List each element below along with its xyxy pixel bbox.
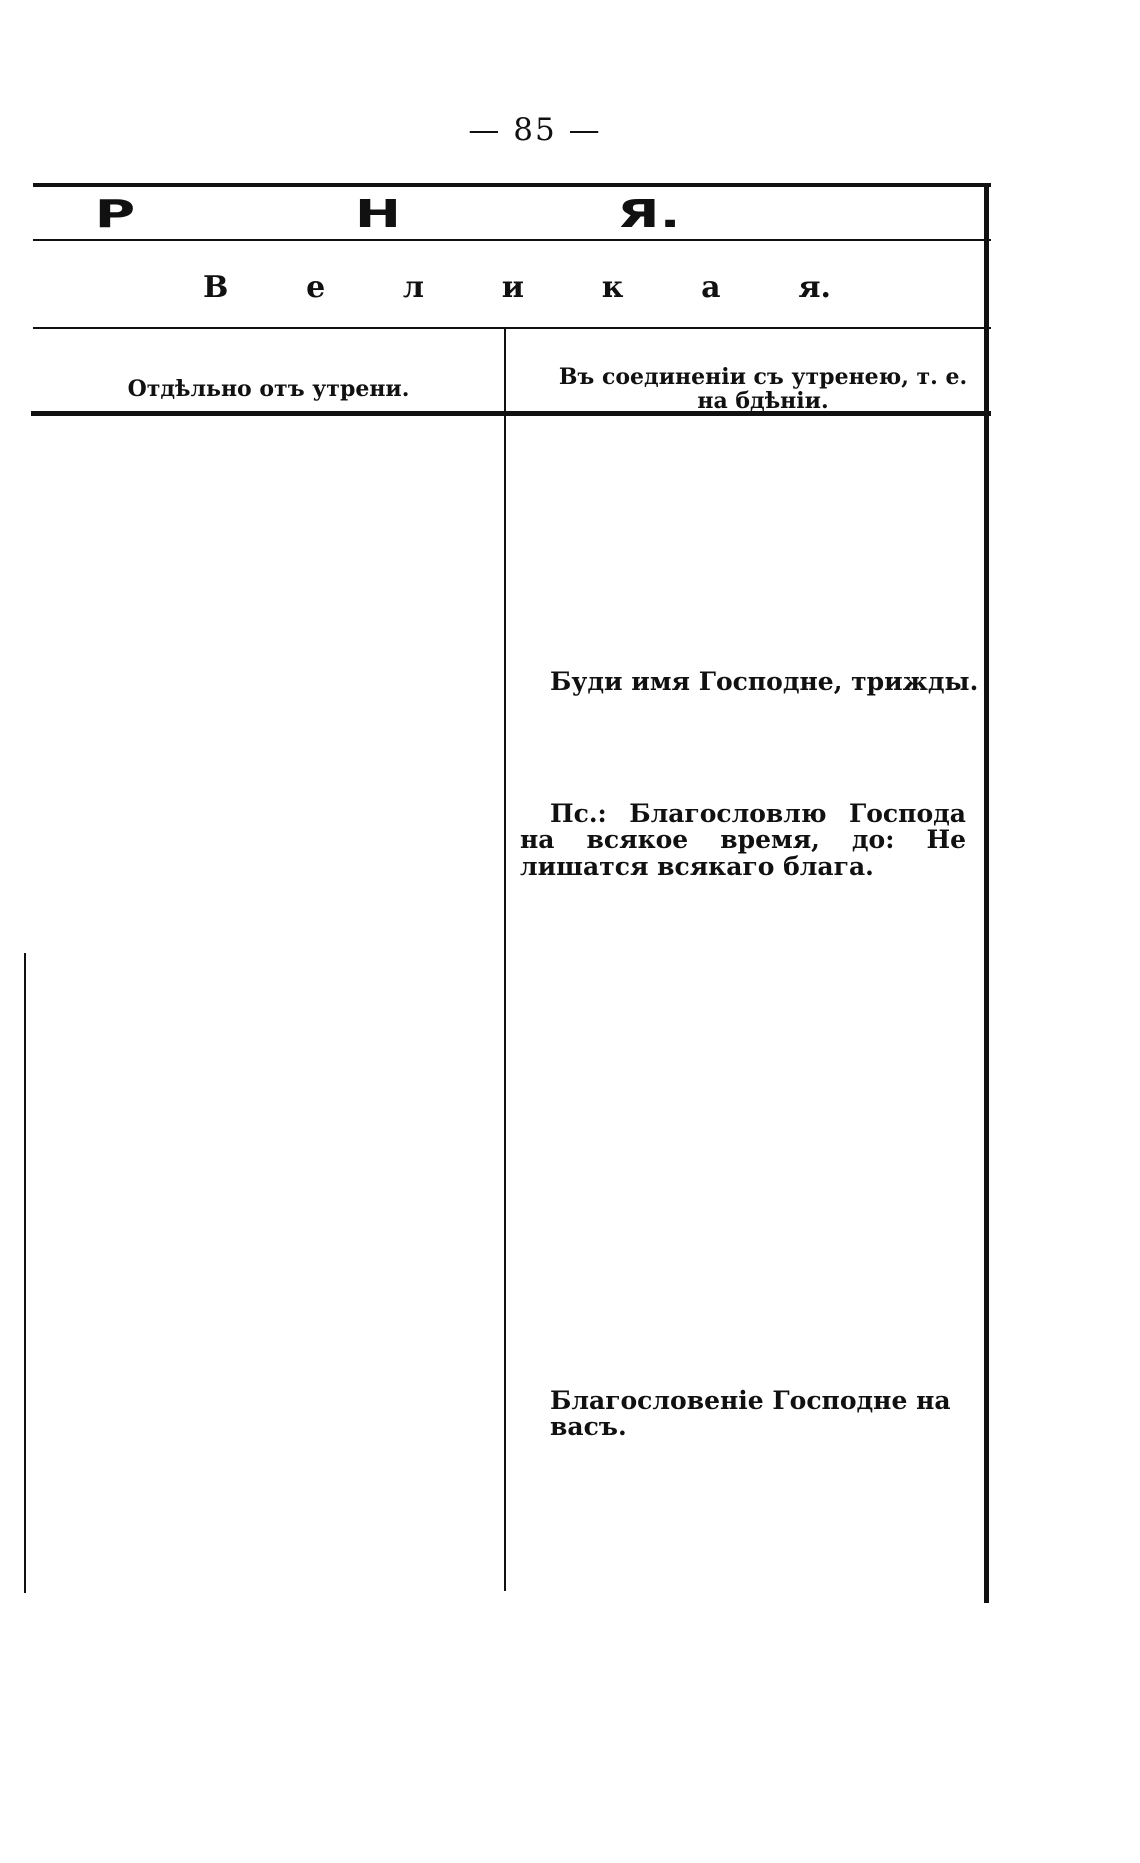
subtitle-letter: я. [798,269,831,305]
entry-blessing: Благословеніе Господне на васъ. [550,1386,951,1442]
subtitle-letter: В [203,269,229,305]
top-rule [33,183,991,187]
entry-trizhdy: Буди имя Господне, трижды. [550,667,979,696]
left-margin-rule [24,953,26,1593]
subtitle-letter: к [601,269,624,305]
subtitle-letter: л [402,269,425,305]
right-column-heading: Въ соединеніи съ утренею, т. е. на бдѣніи. [558,363,968,414]
title-letter: Р [94,192,136,236]
table-title [33,189,991,239]
left-column-heading: Отдѣльно отъ утрени. [127,375,410,402]
table-subtitle [33,247,991,327]
page-number: — 85 — [468,112,602,148]
subtitle-letter: а [701,269,721,305]
entry-psalm: Пс.: Благословлю Господа на всякое время, до: Не лишатся всякаго блага. [520,799,966,881]
service-table [33,183,991,1603]
column-divider [504,329,506,1591]
title-letter: Я. [617,192,681,236]
title-letter: Н [355,192,402,236]
title-divider [33,239,991,241]
subtitle-letter: и [501,269,525,305]
subtitle-divider [33,327,991,329]
subtitle-letter: е [306,269,326,305]
